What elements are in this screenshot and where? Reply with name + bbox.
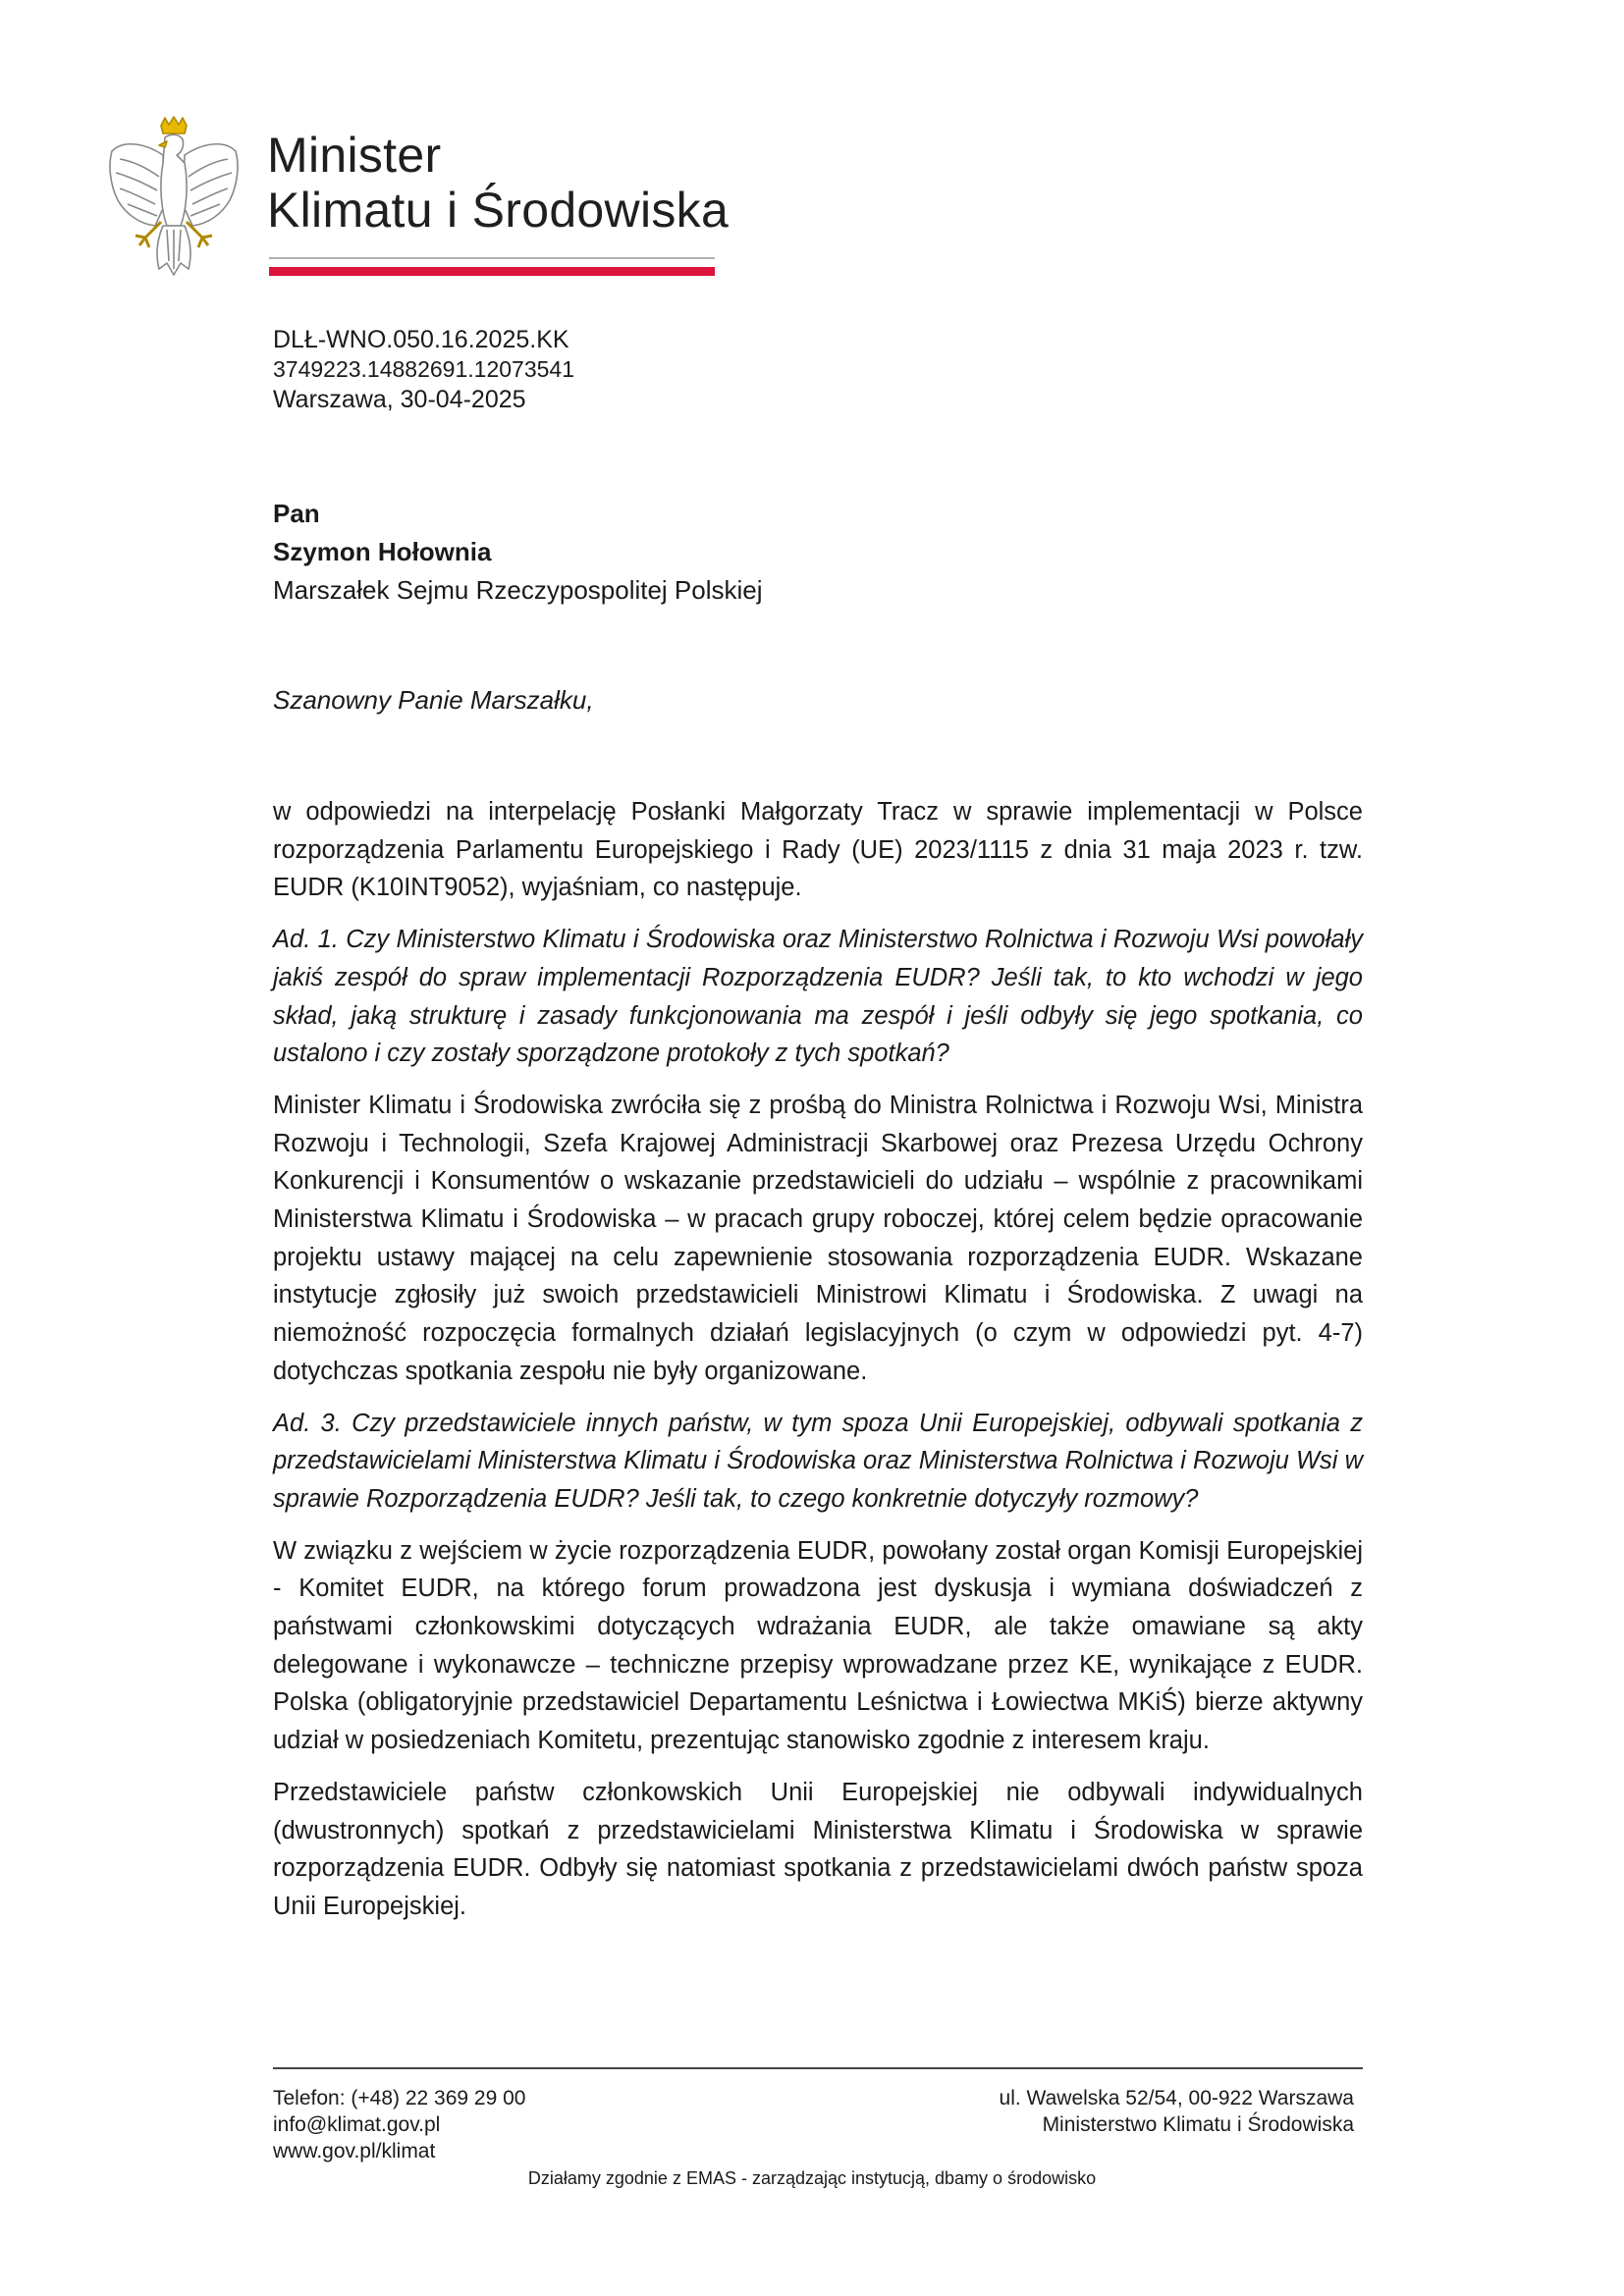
footer-phone: Telefon: (+48) 22 369 29 00 (273, 2087, 526, 2109)
question-1: Ad. 1. Czy Ministerstwo Klimatu i Środowiska oraz Ministerstwo Rolnictwa i Rozwoju Wsi powołały jakiś zespół do spraw implementacji Rozporządzenia EUDR? Jeśli tak, to kto wchodzi w jego skład, jaką strukturę i zasady funkcjonowania ma zespół i jeśli odbyły się jego spotkania, co ustalono i czy zostały sporządzone protokoły z tych spotkań? (273, 926, 1363, 1068)
footer-email[interactable]: info@klimat.gov.pl (273, 2113, 441, 2136)
intro-paragraph: w odpowiedzi na interpelację Posłanki Małgorzaty Tracz w sprawie implementacji w Polsce rozporządzenia Parlamentu Europejskiego i Rady (UE) 2023/1115 z dnia 31 maja 2023 r. tzw. EUDR (K10INT9052), wyjaśniam, co następuje. (273, 798, 1363, 902)
ministry-title (267, 128, 729, 238)
emas-note: Działamy zgodnie z EMAS - zarządzając instytucją, dbamy o środowisko (527, 2168, 1097, 2188)
title-line-2: Klimatu i Środowiska (267, 183, 730, 238)
answer-3-paragraph-1: W związku z wejściem w życie rozporządzenia EUDR, powołany został organ Komisji Europejskiej - Komitet EUDR, na którego forum prowadzona jest dyskusja i wymiana doświadczeń z państwami członkowskimi dotyczących wdrażania EUDR, ale także omawiane są akty delegowane i wykonawcze – techniczne przepisy wprowadzane przez KE, wynikające z EUDR. Polska (obligatoryjnie przedstawiciel Departamentu Leśnictwa i Łowiectwa MKiŚ) bierze aktywny udział w posiedzeniach Komitetu, prezentując stanowisko zgodnie z interesem kraju. (273, 1536, 1363, 1755)
reference-block (273, 324, 574, 416)
title-red-bar (269, 267, 715, 276)
case-signature: DLŁ-WNO.050.16.2025.KK (273, 326, 569, 353)
question-3: Ad. 3. Czy przedstawiciele innych państw, w tym spoza Unii Europejskiej, odbywali spotkania z przedstawicielami Ministerstwa Klimatu i Środowiska oraz Ministerstwa Rolnictwa i Rozwoju Wsi w sprawie Rozporządzenia EUDR? Jeśli tak, to czego konkretnie dotyczyły rozmowy? (273, 1409, 1363, 1513)
letter-body (273, 793, 1363, 1940)
addressee-title: Pan (273, 499, 320, 528)
footer-divider (273, 2067, 1363, 2069)
footer-street: ul. Wawelska 52/54, 00-922 Warszawa (999, 2087, 1354, 2109)
addressee-position: Marszałek Sejmu Rzeczypospolitej Polskiej (273, 575, 763, 605)
polish-eagle-emblem (106, 116, 242, 279)
footer-website[interactable]: www.gov.pl/klimat (273, 2140, 436, 2163)
addressee-block (273, 495, 763, 610)
answer-3-paragraph-2: Przedstawiciele państw członkowskich Unii Europejskiej nie odbywali indywidualnych (dwustronnych) spotkań z przedstawicielami Ministerstwa Klimatu i Środowiska w sprawie rozporządzenia EUDR. Odbyły się natomiast spotkania z przedstawicielami dwóch państw spoza Unii Europejskiej. (273, 1778, 1363, 1920)
crown-icon (161, 117, 187, 133)
footer-ministry: Ministerstwo Klimatu i Środowiska (1042, 2113, 1354, 2136)
footer-address (1000, 2085, 1354, 2138)
addressee-name: Szymon Hołownia (273, 537, 492, 566)
salutation: Szanowny Panie Marszałku, (273, 685, 594, 715)
answer-1: Minister Klimatu i Środowiska zwróciła się z prośbą do Ministra Rolnictwa i Rozwoju Wsi, Ministra Rozwoju i Technologii, Szefa Krajowej Administracji Skarbowej oraz Prezesa Urzędu Ochrony Konkurencji i Konsumentów o wskazanie przedstawicieli do udziału – wspólnie z pracownikami Ministerstwa Klimatu i Środowiska – w pracach grupy roboczej, której celem będzie opracowanie projektu ustawy mającej na celu zapewnienie stosowania rozporządzenia EUDR. Wskazane instytucje zgłosiły już swoich przedstawicieli Ministrowi Klimatu i Środowiska. Z uwagi na niemożność rozpoczęcia formalnych działań legislacyjnych (o czym w odpowiedzi pyt. 4-7) dotychczas spotkania zespołu nie były organizowane. (273, 1091, 1363, 1385)
document-id: 3749223.14882691.12073541 (273, 356, 574, 382)
footer-contact (273, 2085, 525, 2164)
title-divider (269, 257, 715, 259)
place-date: Warszawa, 30-04-2025 (273, 386, 526, 413)
title-line-1: Minister (267, 128, 442, 183)
